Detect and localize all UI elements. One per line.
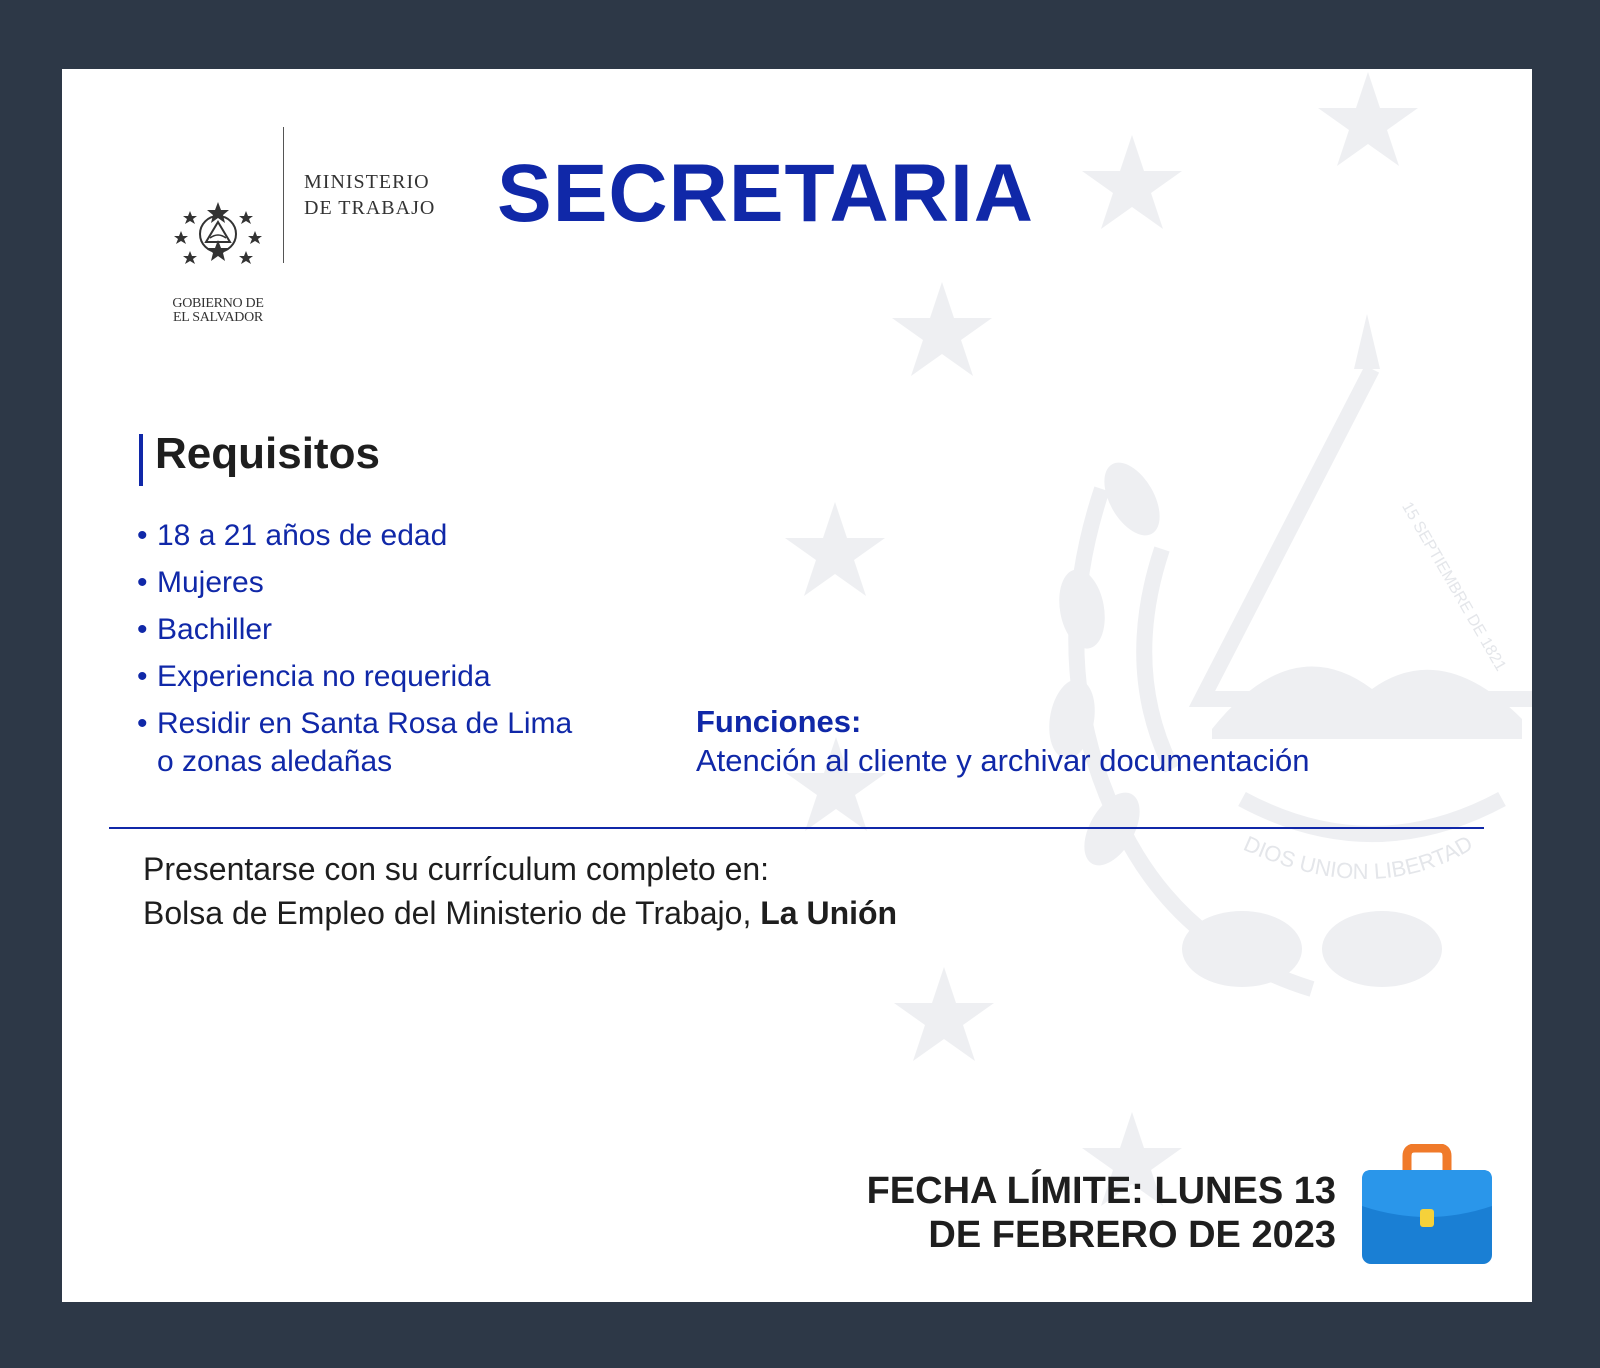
job-title: SECRETARIA: [497, 148, 1034, 239]
list-item: [137, 564, 577, 602]
logo-divider: [283, 127, 284, 263]
watermark-star: [892, 282, 992, 376]
bullet-icon: •: [137, 660, 148, 693]
bullet-icon: •: [137, 613, 148, 646]
requirement-text: Bachiller: [157, 613, 273, 646]
list-item: [137, 517, 577, 555]
deadline: [867, 1169, 1336, 1257]
requirement-text: Residir en Santa Rosa de Lima o zonas aledañas: [157, 707, 573, 778]
government-label-line2: EL SALVADOR: [173, 310, 263, 325]
government-emblem: [172, 139, 264, 339]
section-divider: [109, 827, 1484, 829]
application-location: La Unión: [760, 895, 898, 931]
requirement-text: Mujeres: [157, 566, 264, 599]
requirements-list: [137, 517, 577, 790]
section-accent-bar: [139, 434, 143, 486]
bullet-icon: •: [137, 707, 148, 740]
functions-heading: Funciones:: [696, 704, 862, 739]
deadline-line1: FECHA LÍMITE: LUNES 13: [866, 1170, 1336, 1212]
list-item: [137, 705, 577, 781]
ministry-line1: MINISTERIO: [304, 171, 430, 193]
coat-of-arms-icon: [172, 139, 264, 289]
watermark-star: [894, 967, 994, 1061]
requirements-heading: Requisitos: [155, 429, 380, 478]
bullet-icon: •: [137, 566, 148, 599]
ministry-name: [304, 169, 435, 221]
briefcase-icon: [1357, 1144, 1497, 1269]
list-item: [137, 611, 577, 649]
watermark-leaves: [1043, 314, 1522, 987]
job-poster-card: [62, 69, 1532, 1302]
watermark-stars: [785, 72, 1418, 1206]
list-item: [137, 658, 577, 696]
application-office: Bolsa de Empleo del Ministerio de Trabajo,: [143, 895, 761, 931]
watermark-star: [1082, 135, 1182, 229]
deadline-line2: DE FEBRERO DE 2023: [928, 1214, 1336, 1256]
watermark-date: 15 SEPTIEMBRE DE 1821: [1398, 499, 1509, 675]
watermark-star: [1318, 72, 1418, 166]
application-line1: Presentarse con su currículum completo en:: [143, 851, 770, 887]
watermark-star: [785, 502, 885, 596]
application-info: [143, 847, 897, 935]
watermark-motto: DIOS UNION LIBERTAD: [1240, 830, 1477, 885]
government-label: [172, 297, 264, 325]
ministry-line2: DE TRABAJO: [304, 197, 436, 219]
functions-text: Atención al cliente y archivar documentación: [696, 743, 1310, 778]
application-line2: [143, 891, 897, 935]
requirement-text: 18 a 21 años de edad: [157, 519, 448, 552]
government-label-line1: GOBIERNO DE: [172, 296, 264, 311]
bullet-icon: •: [137, 519, 148, 552]
requirement-text: Experiencia no requerida: [157, 660, 491, 693]
